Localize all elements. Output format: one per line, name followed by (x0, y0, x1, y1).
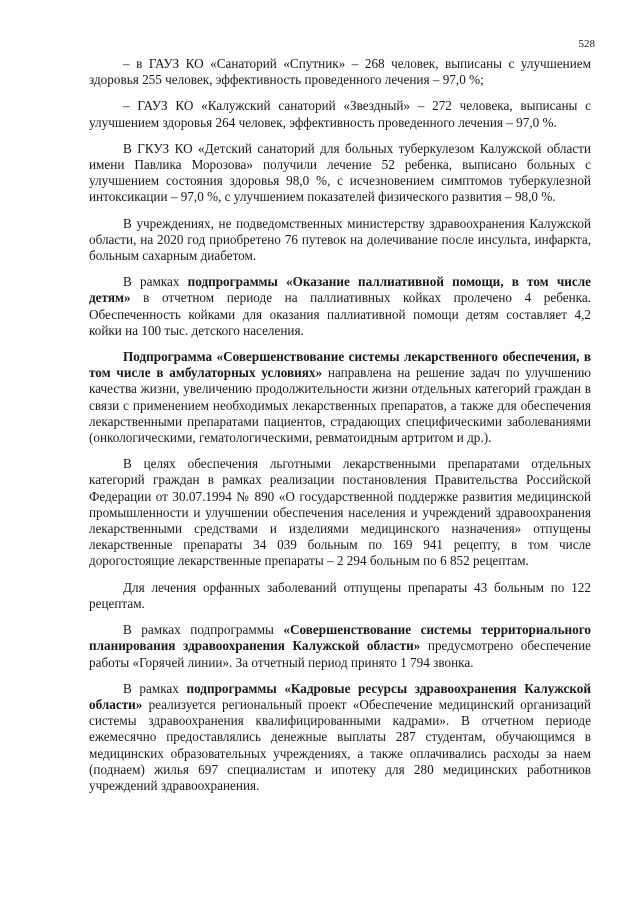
paragraph (89, 274, 591, 339)
paragraph-text: направлена на решение задач по улучшению качества жизни, увеличению продолжительности жизни отдельных категорий граждан в связи с применением необходимых лекарственных препаратов, а также для обеспечения лекарственными препаратами пациентов, страдающих специфическими заболеваниями (онкологическими, гематологическими, ревматоидным артритом и др.). (89, 365, 591, 446)
paragraph (89, 681, 591, 794)
paragraph-text: В рамках (123, 274, 188, 290)
paragraph-text: В рамках подпрограммы (123, 622, 284, 638)
paragraph-text: В учреждениях, не подведомственных министерству здравоохранения Калужской области, на 2020 год приобретено 76 путевок на долечивание после инсульта, инфаркта, больным сахарным диабетом. (89, 215, 591, 264)
subprogram-title: подпрограммы «Оказание паллиативной помощи, в том числе детям» (89, 274, 591, 306)
paragraph (89, 141, 591, 206)
paragraph-text: в отчетном периоде на паллиативных койках пролечено 4 ребенка. Обеспеченность койками для оказания паллиативной помощи детям составляет 4,2 койки на 100 тыс. детского населения. (89, 290, 591, 338)
paragraph (89, 580, 591, 612)
paragraph-text: В целях обеспечения льготными лекарственными препаратами отдельных категорий граждан в рамках реализации постановления Правительства Российской Федерации от 30.07.1994 № 890 «О государственной поддержке развития медицинской промышленности и улучшении обеспечения населения и учреждений здравоохранения лекарственными средствами и изделиями медицинского назначения» отпущены лекарственные препараты 34 039 больным по 169 941 рецепту, в том числе дорогостоящие лекарственные препараты – 2 294 больным по 6 852 рецептам. (89, 456, 591, 569)
paragraph-text: Для лечения орфанных заболеваний отпущены препараты 43 больным по 122 рецептам. (89, 579, 591, 611)
paragraph-text: реализуется региональный проект «Обеспечение медицинский организаций системы здравоохранения квалифицированными кадрами». В отчетном периоде ежемесячно предоставлялись денежные выплаты 287 студентам, обучающимся в медицинских образовательных учреждениях, а также оплачивались расходы за наем (поднаем) жилья 697 специалистам и ипотеку для 280 медицинских работников учреждений здравоохранения. (89, 696, 591, 793)
paragraph-text: предусмотрено обеспечение работы «Горячей линии». За отчетный период принято 1 794 звонка. (89, 638, 591, 670)
page-number: 528 (578, 38, 595, 50)
subprogram-title: подпрограммы «Кадровые ресурсы здравоохранения Калужской области» (89, 680, 591, 712)
paragraph-text: – в ГАУЗ КО «Санаторий «Спутник» – 268 человек, выписаны с улучшением здоровья 255 человек, эффективность проведенного лечения – 97,0 %; (89, 56, 591, 88)
paragraph-text: В ГКУЗ КО «Детский санаторий для больных туберкулезом Калужской области имени Павлика Морозова» получили лечение 52 ребенка, выписано больных с улучшением состояния здоровья 98,0 %, с исчезновением симптомов туберкулезной интоксикации – 97,0 %, с улучшением показателей физического развития – 98,0 %. (89, 140, 591, 205)
document-body (89, 56, 591, 804)
paragraph (89, 98, 591, 130)
paragraph (89, 56, 591, 88)
subprogram-title: Подпрограмма «Совершенствование системы лекарственного обеспечения, в том числе в амбулаторных условиях» (89, 349, 591, 381)
paragraph (89, 456, 591, 569)
paragraph (89, 349, 591, 446)
paragraph-text: В рамках (123, 680, 187, 696)
paragraph (89, 622, 591, 671)
paragraph (89, 216, 591, 265)
paragraph-text: – ГАУЗ КО «Калужский санаторий «Звездный» – 272 человека, выписаны с улучшением здоровья 264 человек, эффективность проведенного лечения – 97,0 %. (89, 98, 591, 130)
subprogram-title: «Совершенствование системы территориального планирования здравоохранения Калужской области» (89, 622, 591, 654)
